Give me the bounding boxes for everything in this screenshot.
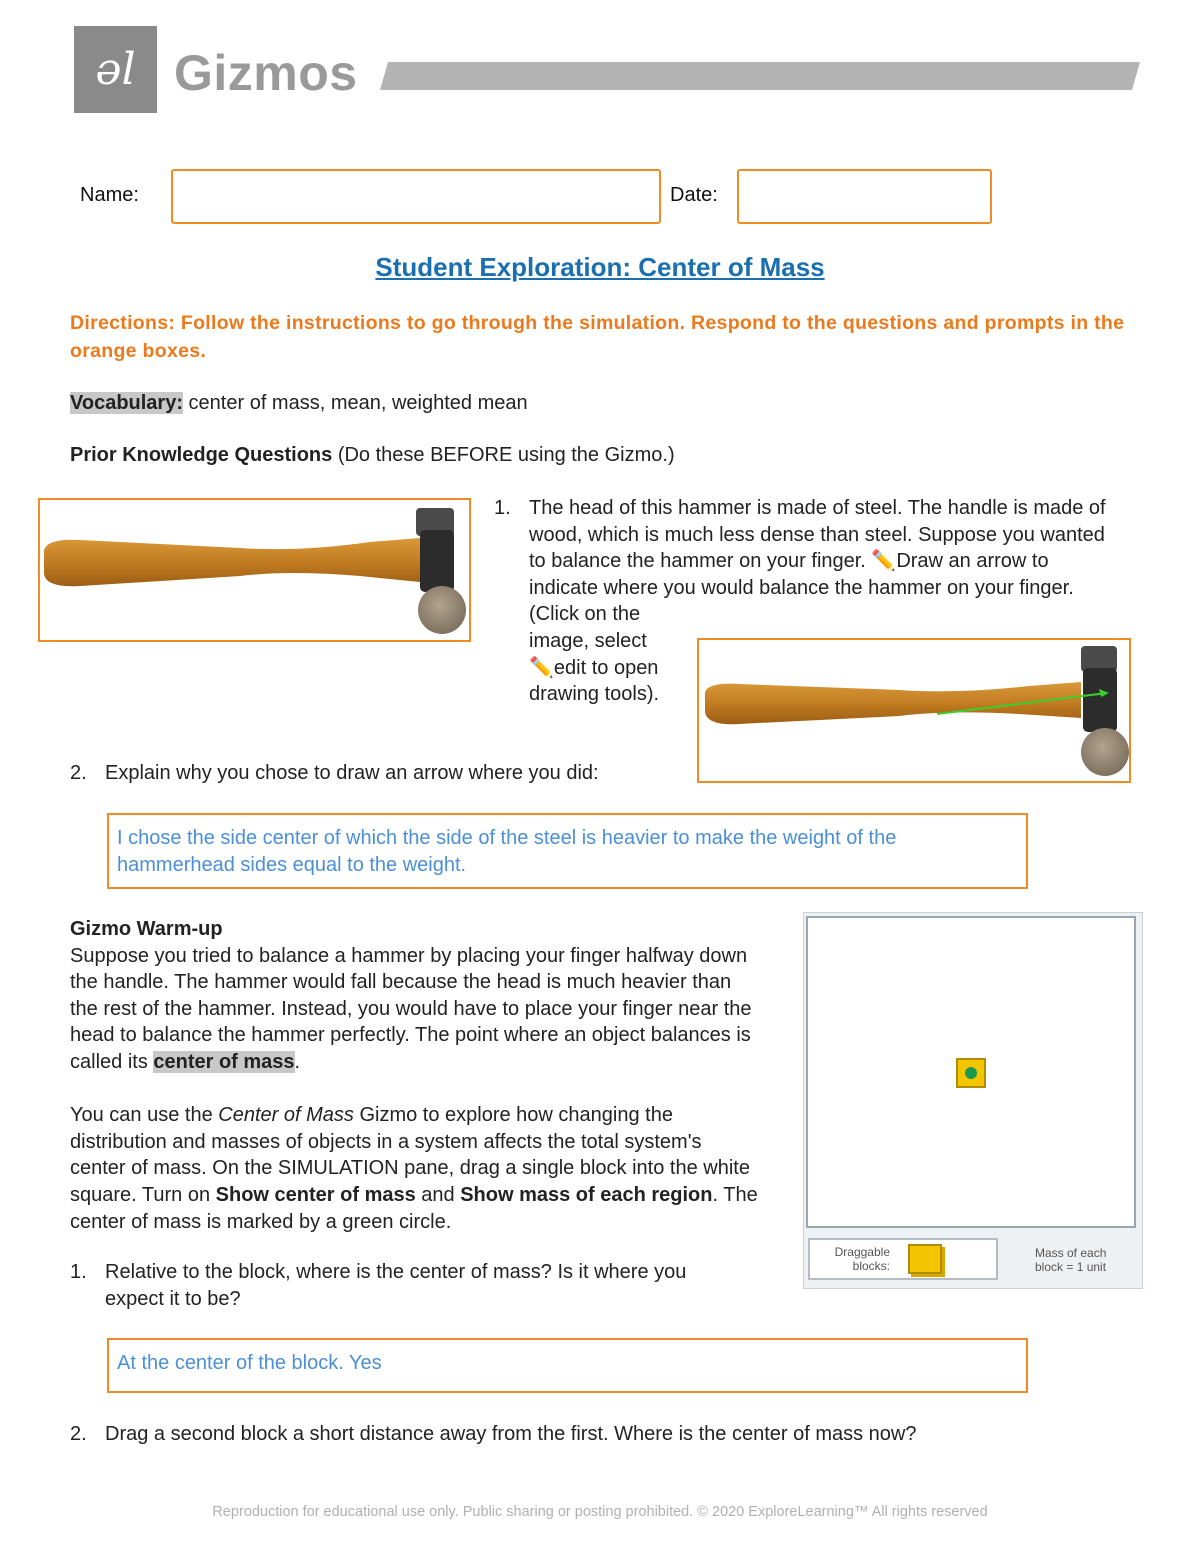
hammer-answer-illustration: [699, 640, 1129, 781]
warmup-q2-text: Drag a second block a short distance away from the first. Where is the center of mass now?: [105, 1423, 917, 1445]
logo-mark: ǝl: [95, 44, 136, 95]
gizmos-brand: Gizmos: [174, 45, 358, 101]
warmup-q2-number: 2.: [70, 1423, 87, 1445]
directions: Directions: Follow the instructions to go through the simulation. Respond to the questions and prompts in the orange boxes.: [70, 312, 1125, 362]
prior-heading-note: (Do these BEFORE using the Gizmo.): [332, 444, 675, 466]
warmup-p1-text: Suppose you tried to balance a hammer by placing your finger halfway down the handle. The hammer would fall because the head is much heavier than the rest of the hammer. Instead, you would have to place your finger near the head to balance the hammer perfectly. The point where an object balances is called its: [70, 944, 752, 1073]
warmup-paragraph-1: [70, 943, 760, 1076]
vocabulary-label: Vocabulary:: [70, 392, 183, 414]
hammer-answer-image[interactable]: [697, 638, 1131, 783]
name-label: Name:: [80, 184, 139, 206]
mass-label: Mass of each block = 1 unit: [1035, 1246, 1107, 1274]
warmup-section: [70, 916, 760, 1235]
warmup-q1-text: Relative to the block, where is the center of mass? Is it where you expect it to be?: [105, 1261, 687, 1310]
explorelearning-logo: [74, 26, 157, 113]
warmup-q1-answer[interactable]: At the center of the block. Yes: [107, 1338, 1028, 1393]
center-of-mass-term: center of mass: [153, 1050, 295, 1073]
name-field[interactable]: [171, 169, 661, 224]
prior-q2-text: Explain why you chose to draw an arrow where you did:: [105, 762, 599, 784]
prior-question-2: [70, 760, 690, 787]
show-mass-term: Show mass of each region: [460, 1183, 713, 1206]
warmup-question-1: [70, 1259, 760, 1312]
simulation-square[interactable]: [806, 916, 1136, 1228]
date-label: Date:: [670, 184, 718, 206]
footer-copyright: Reproduction for educational use only. Public sharing or posting prohibited. © 2020 ExploreLearning™ All rights reserved: [212, 1504, 988, 1520]
prior-q1-instructions: (Click on the image, select ✏️edit to open drawing tools).: [529, 603, 660, 706]
vocabulary-terms: center of mass, mean, weighted mean: [183, 392, 528, 414]
hammer-image[interactable]: [38, 498, 471, 642]
vocabulary: [70, 390, 528, 417]
date-field[interactable]: [737, 169, 992, 224]
prior-q2-answer[interactable]: I chose the side center of which the side of the steel is heavier to make the weight of the hammerhead sides equal to the weight.: [107, 813, 1028, 889]
prior-q1-number: 1.: [494, 497, 511, 519]
header-bar: [380, 62, 1140, 90]
draggable-blocks-tray: [808, 1238, 998, 1280]
warmup-paragraph-2: [70, 1102, 760, 1235]
prior-q2-number: 2.: [70, 762, 87, 784]
prior-heading-label: Prior Knowledge Questions: [70, 444, 333, 466]
center-of-mass-marker: [965, 1067, 977, 1079]
warmup-p2-text-b: Gizmo to explore how changing the distribution and masses of objects in a system affects the total system's center of mass. On the SIMULATION pane, drag a single block into the white square. Turn on: [70, 1104, 750, 1206]
warmup-p2-text-c: and: [415, 1183, 461, 1206]
warmup-p2-text-a: You can use the: [70, 1104, 219, 1127]
page-title: Student Exploration: Center of Mass: [375, 252, 825, 282]
draggable-block[interactable]: [908, 1244, 942, 1274]
draggable-label: Draggable blocks:: [834, 1245, 890, 1273]
warmup-question-2: [70, 1421, 1130, 1448]
show-center-of-mass-term: Show center of mass: [215, 1183, 416, 1206]
warmup-heading: Gizmo Warm-up: [70, 918, 223, 940]
hammer-illustration: [40, 500, 469, 640]
placed-block[interactable]: [956, 1058, 986, 1088]
prior-heading: [70, 442, 675, 469]
warmup-p2-text-d: . The center of mass is marked by a green circle.: [70, 1183, 758, 1233]
warmup-q1-number: 1.: [70, 1261, 87, 1283]
gizmo-name: Center of Mass: [218, 1104, 354, 1127]
warmup-p1-end: .: [294, 1050, 301, 1073]
prior-q1-text: The head of this hammer is made of steel. The handle is made of wood, which is much less dense than steel. Suppose you wanted to balance the hammer on your finger. ✏️Draw an arrow to indicate where you would balance the hammer on your finger.: [529, 497, 1106, 599]
